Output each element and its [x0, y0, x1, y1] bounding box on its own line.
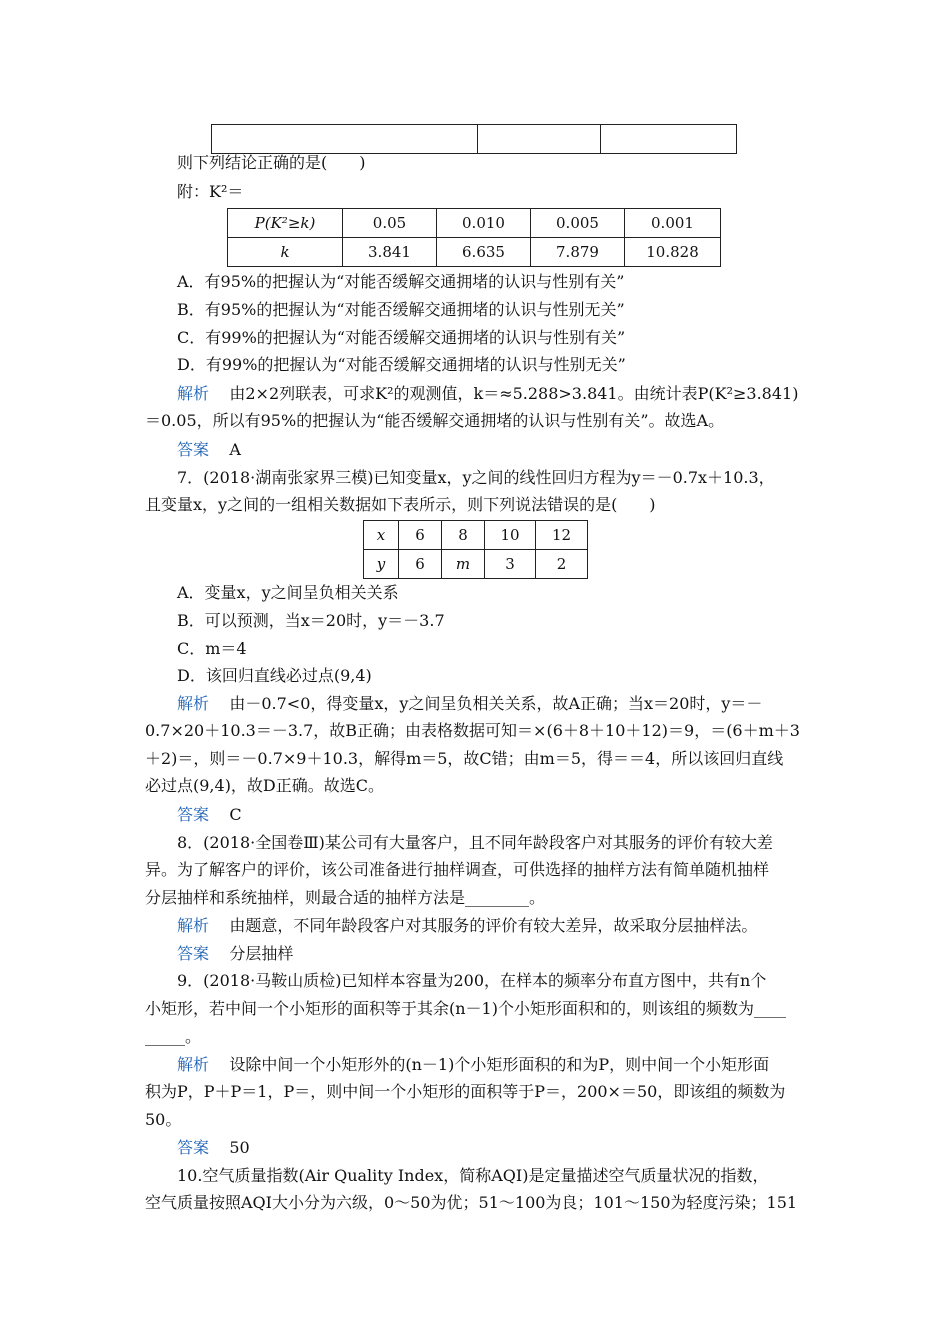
q10-stem: 10.空气质量指数(Air Quality Index，简称AQI)是定量描述空气质量状况的指数，: [177, 1166, 769, 1185]
analysis-label: 解析: [177, 916, 210, 935]
analysis-text: 由2×2列联表，可求K²的观测值，k＝≈5.288>3.841。由统计表P(K²≥3.841): [229, 384, 799, 403]
q6-option-b: B．有95%的把握认为“对能否缓解交通拥堵的认识与性别无关”: [177, 300, 625, 319]
q9-stem: 小矩形，若中间一个小矩形的面积等于其余(n－1)个小矩形面积和的，则该组的频数为____: [145, 999, 786, 1018]
table-row-label: y: [364, 550, 399, 579]
answer-label: 答案: [177, 805, 210, 824]
table-cell: 6: [399, 550, 442, 579]
table-header-label: P(K²≥k): [228, 209, 343, 238]
answer-label: 答案: [177, 944, 210, 963]
q8-answer: [177, 944, 293, 964]
analysis-text: 由－0.7<0，得变量x，y之间呈负相关关系，故A正确；当x＝20时，y＝－: [229, 694, 763, 713]
q6-answer: [177, 440, 241, 460]
answer-text: 50: [229, 1138, 250, 1157]
analysis-label: 解析: [177, 1055, 210, 1074]
analysis-text: 设除中间一个小矩形外的(n－1)个小矩形面积的和为P，则中间一个小矩形面: [229, 1055, 770, 1074]
analysis-text: ＋2)＝，则＝－0.7×9＋10.3，解得m＝5，故C错；由m＝5，得＝＝4，所以该回归直线: [145, 749, 784, 768]
q6-option-a: A．有95%的把握认为“对能否缓解交通拥堵的认识与性别有关”: [177, 272, 625, 291]
analysis-text: 50。: [145, 1110, 182, 1129]
table-cell: [212, 125, 478, 154]
answer-label: 答案: [177, 440, 210, 459]
q6-attach: 附：K²＝: [177, 182, 244, 201]
answer-text: C: [229, 805, 242, 824]
table-row-label: x: [364, 521, 399, 550]
table-cell: 0.05: [343, 209, 437, 238]
q7-option-c: C．m＝4: [177, 639, 247, 658]
analysis-text: 必过点(9,4)，故D正确。故选C。: [145, 776, 385, 795]
answer-text: 分层抽样: [229, 944, 294, 963]
analysis-text: 0.7×20＋10.3＝－3.7，故B正确；由表格数据可知＝×(6＋8＋10＋12)＝9，＝(6＋m＋3: [145, 721, 800, 740]
q6-prompt: 则下列结论正确的是( ): [177, 153, 366, 172]
q7-option-d: D．该回归直线必过点(9,4): [177, 666, 372, 685]
q7-stem: 且变量x，y之间的一组相关数据如下表所示，则下列说法错误的是( ): [145, 495, 656, 514]
table-cell: m: [442, 550, 485, 579]
table-row-label: k: [228, 238, 343, 267]
q7-analysis: [177, 694, 762, 714]
table-cell: 0.010: [437, 209, 531, 238]
q8-stem: 分层抽样和系统抽样，则最合适的抽样方法是________。: [145, 888, 546, 907]
q6-analysis: [177, 384, 798, 404]
q10-stem: 空气质量按照AQI大小分为六级，0～50为优；51～100为良；101～150为轻度污染；151: [145, 1193, 798, 1212]
table-cell: 7.879: [531, 238, 625, 267]
q8-stem: 8．(2018·全国卷Ⅲ)某公司有大量客户，且不同年龄段客户对其服务的评价有较大差: [177, 833, 773, 852]
table-cell: 6: [399, 521, 442, 550]
answer-text: A: [229, 440, 241, 459]
table-cell: 3: [485, 550, 536, 579]
xy-table: [363, 520, 588, 579]
table-cell: 10: [485, 521, 536, 550]
table-cell: [601, 125, 737, 154]
table-cell: 10.828: [625, 238, 721, 267]
q7-stem: 7．(2018·湖南张家界三模)已知变量x，y之间的线性回归方程为y＝－0.7x＋10.3，: [177, 468, 775, 487]
q6-option-d: D．有99%的把握认为“对能否缓解交通拥堵的认识与性别无关”: [177, 355, 626, 374]
analysis-text: 由题意，不同年龄段客户对其服务的评价有较大差异，故采取分层抽样法。: [229, 916, 758, 935]
q7-answer: [177, 805, 242, 825]
q9-answer: [177, 1138, 250, 1158]
table-cell: [478, 125, 601, 154]
q7-option-a: A．变量x，y之间呈负相关关系: [177, 583, 399, 602]
q8-analysis: [177, 916, 757, 936]
table-cell: 2: [536, 550, 588, 579]
q9-analysis: [177, 1055, 769, 1075]
table-cell: 12: [536, 521, 588, 550]
analysis-text: 积为P，P＋P＝1，P＝，则中间一个小矩形的面积等于P＝，200×＝50，即该组的频数为: [145, 1082, 786, 1101]
q7-option-b: B．可以预测，当x＝20时，y＝－3.7: [177, 611, 445, 630]
q9-stem: _____。: [145, 1027, 202, 1046]
q9-stem: 9．(2018·马鞍山质检)已知样本容量为200，在样本的频率分布直方图中，共有n个: [177, 971, 767, 990]
top-table: [211, 124, 737, 154]
analysis-label: 解析: [177, 384, 210, 403]
table-cell: 0.001: [625, 209, 721, 238]
analysis-label: 解析: [177, 694, 210, 713]
q6-option-c: C．有99%的把握认为“对能否缓解交通拥堵的认识与性别有关”: [177, 328, 626, 347]
answer-label: 答案: [177, 1138, 210, 1157]
table-cell: 8: [442, 521, 485, 550]
table-cell: 6.635: [437, 238, 531, 267]
table-cell: 3.841: [343, 238, 437, 267]
table-cell: 0.005: [531, 209, 625, 238]
q8-stem: 异。为了解客户的评价，该公司准备进行抽样调查，可供选择的抽样方法有简单随机抽样: [145, 860, 770, 879]
analysis-text: ＝0.05，所以有95%的把握认为“能否缓解交通拥堵的认识与性别有关”。故选A。: [145, 411, 725, 430]
k2-table: [227, 208, 721, 267]
